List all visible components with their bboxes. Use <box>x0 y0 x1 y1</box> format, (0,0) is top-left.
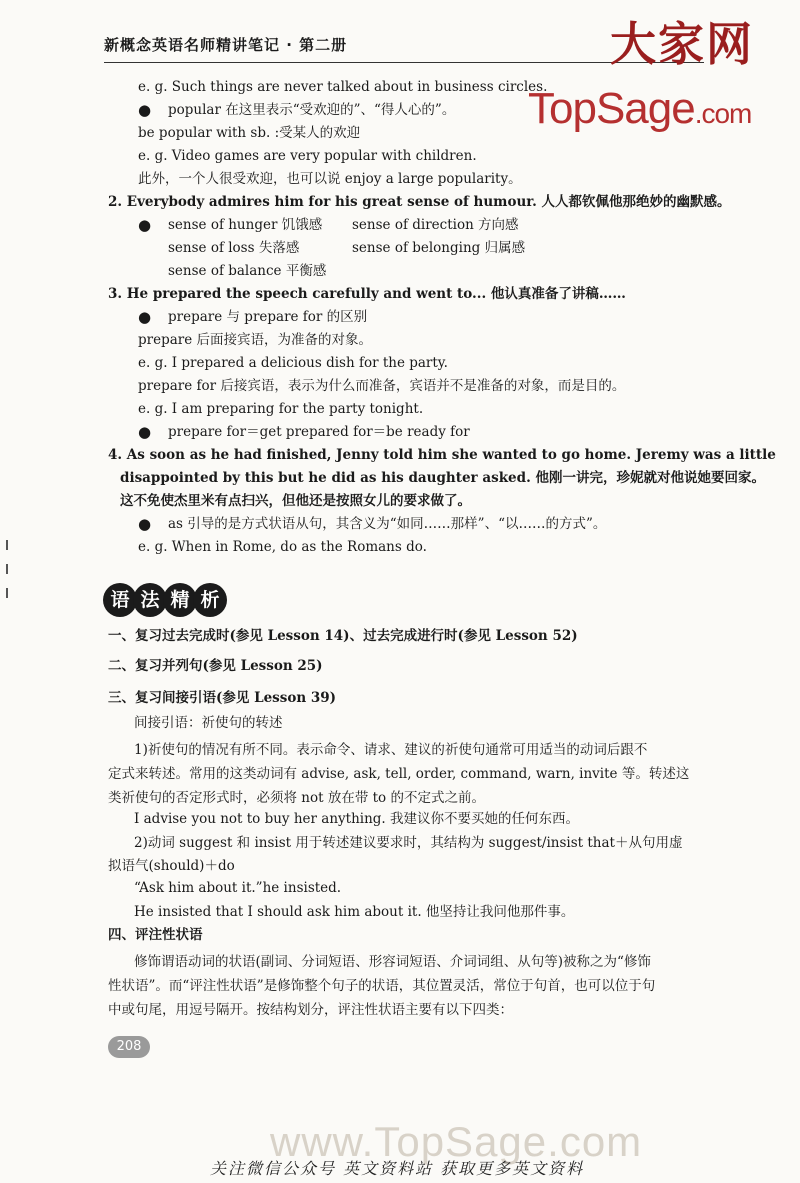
example-line: e. g. When in Rome, do as the Romans do. <box>138 539 427 555</box>
phrase-item: sense of belonging 归属感 <box>352 240 526 256</box>
grammar-line: 拟语气(should)＋do <box>108 858 235 874</box>
note-line: be popular with sb. :受某人的欢迎 <box>138 125 361 141</box>
footer-watermark: www.TopSage.com <box>270 1118 643 1165</box>
grammar-heading: 一、复习过去完成时(参见 Lesson 14)、过去完成进行时(参见 Lesson 52) <box>108 628 578 644</box>
note-line: prepare for 后接宾语，表示为什么而准备，宾语并不是准备的对象，而是目的。 <box>138 378 626 394</box>
note-line: as 引导的是方式状语从句，其含义为“如同……那样”、“以……的方式”。 <box>168 516 607 532</box>
page-number: 208 <box>108 1036 150 1058</box>
note-line: prepare 与 prepare for 的区别 <box>168 309 368 325</box>
bullet-icon: ● <box>138 101 152 119</box>
grammar-heading: 二、复习并列句(参见 Lesson 25) <box>108 658 323 674</box>
grammar-heading: 三、复习间接引语(参见 Lesson 39) <box>108 690 337 706</box>
page-header-title: 新概念英语名师精讲笔记 · 第二册 <box>104 36 348 54</box>
footer-text: 关注微信公众号 英文资料站 获取更多英文资料 <box>210 1159 585 1178</box>
phrase-item: sense of hunger 饥饿感 <box>168 217 323 233</box>
grammar-example: “Ask him about it.”he insisted. <box>134 880 342 896</box>
section-title-char: 法 <box>133 583 167 617</box>
sentence-heading: disappointed by this but he did as his daughter asked. 他刚一讲完，珍妮就对他说她要回家。 <box>120 470 765 486</box>
grammar-line: 2)动词 suggest 和 insist 用于转述建议要求时，其结构为 suggest/insist that＋从句用虚 <box>134 835 683 851</box>
sentence-heading: 3. He prepared the speech carefully and went to... 他认真准备了讲稿…… <box>108 286 626 302</box>
sentence-heading: 这不免使杰里米有点扫兴，但他还是按照女儿的要求做了。 <box>120 493 471 509</box>
example-line: e. g. I prepared a delicious dish for the party. <box>138 355 448 371</box>
grammar-line: 性状语”。而“评注性状语”是修饰整个句子的状语，其位置灵活，常位于句首，也可以位于句 <box>108 978 656 994</box>
section-title-char: 精 <box>163 583 197 617</box>
example-line: e. g. I am preparing for the party tonight. <box>138 401 424 417</box>
section-title-char: 语 <box>103 583 137 617</box>
site-logo-chinese: 大家网 <box>610 17 754 71</box>
grammar-line: 修饰谓语动词的状语(副词、分词短语、形容词短语、介词词组、从句等)被称之为“修饰 <box>134 954 651 970</box>
phrase-item: sense of balance 平衡感 <box>168 263 327 279</box>
example-line: e. g. Such things are never talked about in business circles. <box>138 79 548 95</box>
grammar-heading: 四、评注性状语 <box>108 927 203 943</box>
sentence-heading: 2. Everybody admires him for his great sense of humour. 人人都钦佩他那绝妙的幽默感。 <box>108 194 731 210</box>
grammar-line: 间接引语：祈使句的转述 <box>134 715 283 731</box>
sentence-heading: 4. As soon as he had finished, Jenny told him she wanted to go home. Jeremy was a little <box>108 447 776 463</box>
section-title-grammar <box>103 583 223 617</box>
grammar-line: 1)祈使句的情况有所不同。表示命令、请求、建议的祈使句通常可用适当的动词后跟不 <box>134 742 648 758</box>
logo-en-suffix: .com <box>694 98 752 129</box>
margin-marks <box>6 540 10 612</box>
bullet-icon: ● <box>138 423 152 441</box>
bullet-icon: ● <box>138 515 152 533</box>
section-title-char: 析 <box>193 583 227 617</box>
note-line: prepare for＝get prepared for＝be ready for <box>168 424 470 440</box>
note-line: 此外，一个人很受欢迎，也可以说 enjoy a large popularity。 <box>138 171 522 187</box>
phrase-item: sense of loss 失落感 <box>168 240 300 256</box>
bullet-icon: ● <box>138 308 152 326</box>
phrase-item: sense of direction 方向感 <box>352 217 519 233</box>
grammar-example: He insisted that I should ask him about it. 他坚持让我问他那件事。 <box>134 904 575 920</box>
site-logo-english <box>528 84 751 134</box>
note-line: popular 在这里表示“受欢迎的”、“得人心的”。 <box>168 102 456 118</box>
grammar-line: 定式来转述。常用的这类动词有 advise, ask, tell, order, command, warn, invite 等。转述这 <box>108 766 690 782</box>
grammar-example: I advise you not to buy her anything. 我建议你不要买她的任何东西。 <box>134 811 579 827</box>
grammar-line: 中或句尾，用逗号隔开。按结构划分，评注性状语主要有以下四类： <box>108 1002 513 1018</box>
example-line: e. g. Video games are very popular with children. <box>138 148 477 164</box>
logo-en-main: TopSage <box>528 84 695 133</box>
bullet-icon: ● <box>138 216 152 234</box>
note-line: prepare 后面接宾语，为准备的对象。 <box>138 332 373 348</box>
grammar-line: 类祈使句的否定形式时，必须将 not 放在带 to 的不定式之前。 <box>108 790 485 806</box>
